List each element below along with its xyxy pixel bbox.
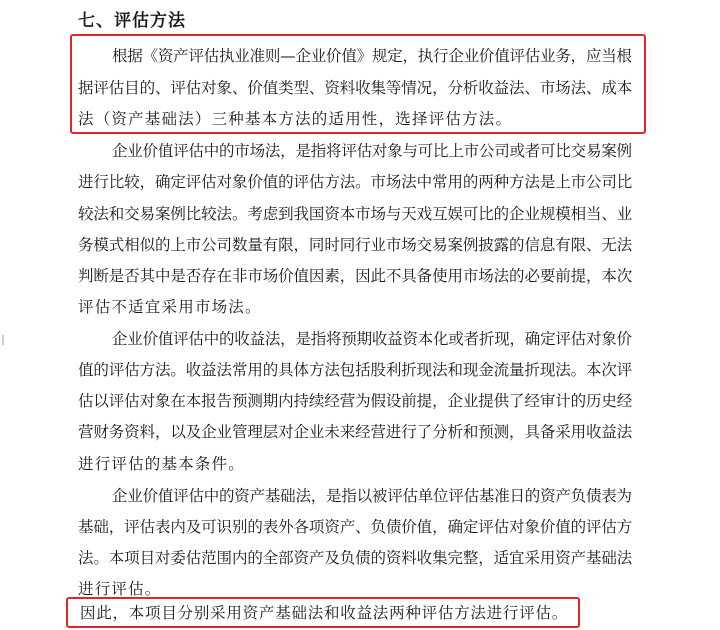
- paragraph-line: 判断是否其中是否存在非市场价值因素，因此不具备使用市场法的必要前提，本次: [78, 267, 633, 285]
- paragraph-line: 根据《资产评估执业准则—企业价值》规定，执行企业价值评估业务，应当根: [112, 47, 632, 65]
- paragraph-line: 营财务资料，以及企业管理层对企业未来经营进行了分析和预测，具备采用收益法: [78, 423, 633, 441]
- paragraph-line: 企业价值评估中的资产基础法，是指以被评估单位评估基准日的资产负债表为: [112, 487, 632, 505]
- paragraph-line: 因此，本项目分别采用资产基础法和收益法两种评估方法进行评估。: [80, 604, 569, 622]
- margin-mark: [2, 335, 4, 345]
- paragraph-line: 企业价值评估中的收益法，是指将预期收益资本化或者折现，确定评估对象价: [112, 330, 632, 348]
- paragraph-line: 基础，评估表内及可识别的表外各项资产、负债价值，确定评估对象价值的评估方: [78, 518, 633, 536]
- paragraph-line: 企业价值评估中的市场法，是指将评估对象与可比上市公司或者可比交易案例: [112, 142, 632, 160]
- paragraph-line: 估以评估对象在本报告预测期内持续经营为假设前提，企业提供了经审计的历史经: [78, 392, 633, 410]
- paragraph-line: 进行评估。: [78, 580, 162, 598]
- paragraph-line: 较法和交易案例比较法。考虑到我国资本市场与天戏互娱可比的企业规模相当、业: [78, 205, 633, 223]
- paragraph-line: 法（资产基础法）三种基本方法的适用性，选择评估方法。: [78, 110, 513, 128]
- paragraph-line: 进行评估的基本条件。: [78, 455, 246, 473]
- paragraph-line: 法。本项目对委估范围内的全部资产及负债的资料收集完整，适宜采用资产基础法: [78, 549, 633, 567]
- paragraph-line: 值的评估方法。收益法常用的具体方法包括股利折现法和现金流量折现法。本次评: [78, 361, 633, 379]
- paragraph-line: 务模式相似的上市公司数量有限，同时同行业市场交易案例披露的信息有限、无法: [78, 236, 633, 254]
- paragraph-line: 据评估目的、评估对象、价值类型、资料收集等情况，分析收益法、市场法、成本: [78, 79, 633, 97]
- paragraph-line: 进行比较，确定评估对象价值的评估方法。市场法中常用的两种方法是上市公司比: [78, 173, 633, 191]
- paragraph-line: 评估不适宜采用市场法。: [78, 298, 262, 316]
- section-heading: 七、评估方法: [78, 11, 186, 31]
